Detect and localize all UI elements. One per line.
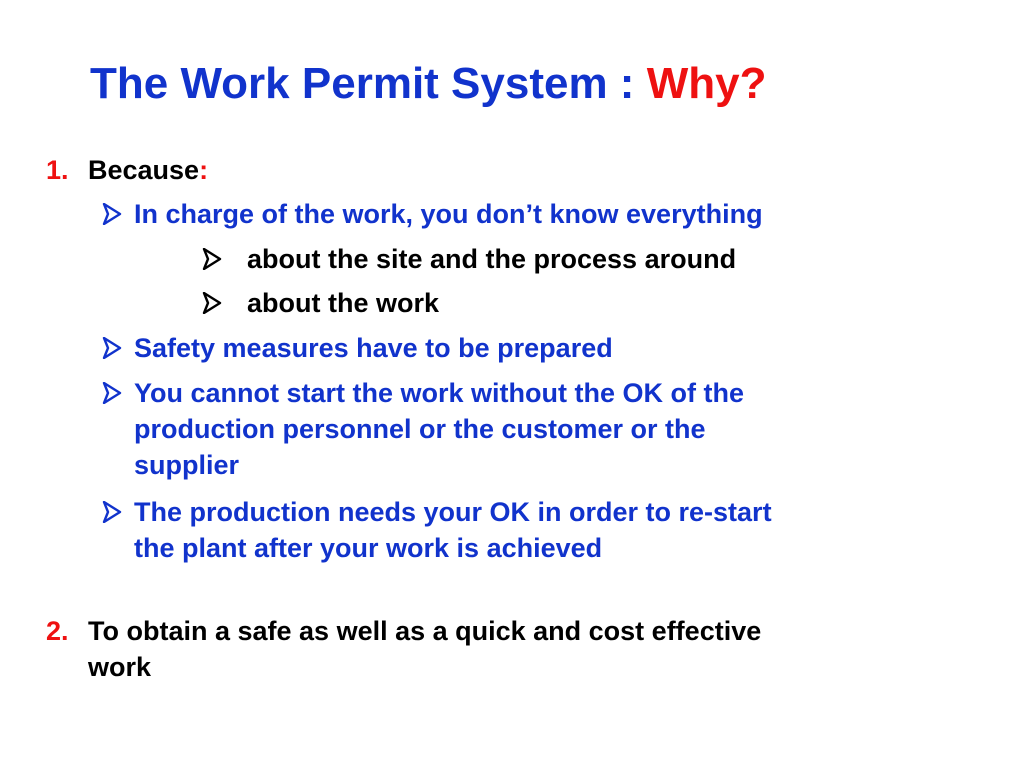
bullet-text-line: the plant after your work is achieved bbox=[134, 533, 603, 563]
arrowhead-bullet-icon bbox=[102, 196, 124, 232]
bullet-text: In charge of the work, you don’t know everything bbox=[134, 199, 763, 229]
numbered-item-2 bbox=[46, 613, 762, 685]
arrowhead-bullet-icon bbox=[202, 285, 224, 321]
sub-bullet-item bbox=[247, 241, 736, 277]
item-text: Because bbox=[88, 155, 200, 185]
bullet-item bbox=[134, 375, 744, 483]
item-colon: : bbox=[199, 155, 209, 185]
numbered-item-1 bbox=[46, 152, 209, 188]
bullet-text-line: production personnel or the customer or the bbox=[134, 414, 706, 444]
item-text-line: work bbox=[88, 652, 152, 682]
sub-bullet-text: about the site and the process around bbox=[247, 244, 737, 274]
item-number: 1. bbox=[46, 155, 69, 185]
arrowhead-bullet-icon bbox=[202, 241, 224, 277]
item-number: 2. bbox=[46, 616, 69, 646]
slide-title bbox=[90, 54, 766, 114]
bullet-text-line: The production needs your OK in order to re-start bbox=[134, 497, 772, 527]
bullet-item bbox=[134, 330, 613, 366]
arrowhead-bullet-icon bbox=[102, 330, 124, 366]
arrowhead-bullet-icon bbox=[102, 494, 124, 530]
bullet-item bbox=[134, 196, 763, 232]
title-accent: Why? bbox=[646, 59, 767, 108]
sub-bullet-text: about the work bbox=[247, 288, 440, 318]
bullet-item bbox=[134, 494, 772, 566]
bullet-text-line: You cannot start the work without the OK of the bbox=[134, 378, 744, 408]
title-main: The Work Permit System : bbox=[90, 59, 647, 108]
bullet-text: Safety measures have to be prepared bbox=[134, 333, 613, 363]
sub-bullet-item bbox=[247, 285, 439, 321]
bullet-text-line: supplier bbox=[134, 450, 240, 480]
arrowhead-bullet-icon bbox=[102, 375, 124, 411]
item-text-line: To obtain a safe as well as a quick and cost effective bbox=[88, 616, 762, 646]
